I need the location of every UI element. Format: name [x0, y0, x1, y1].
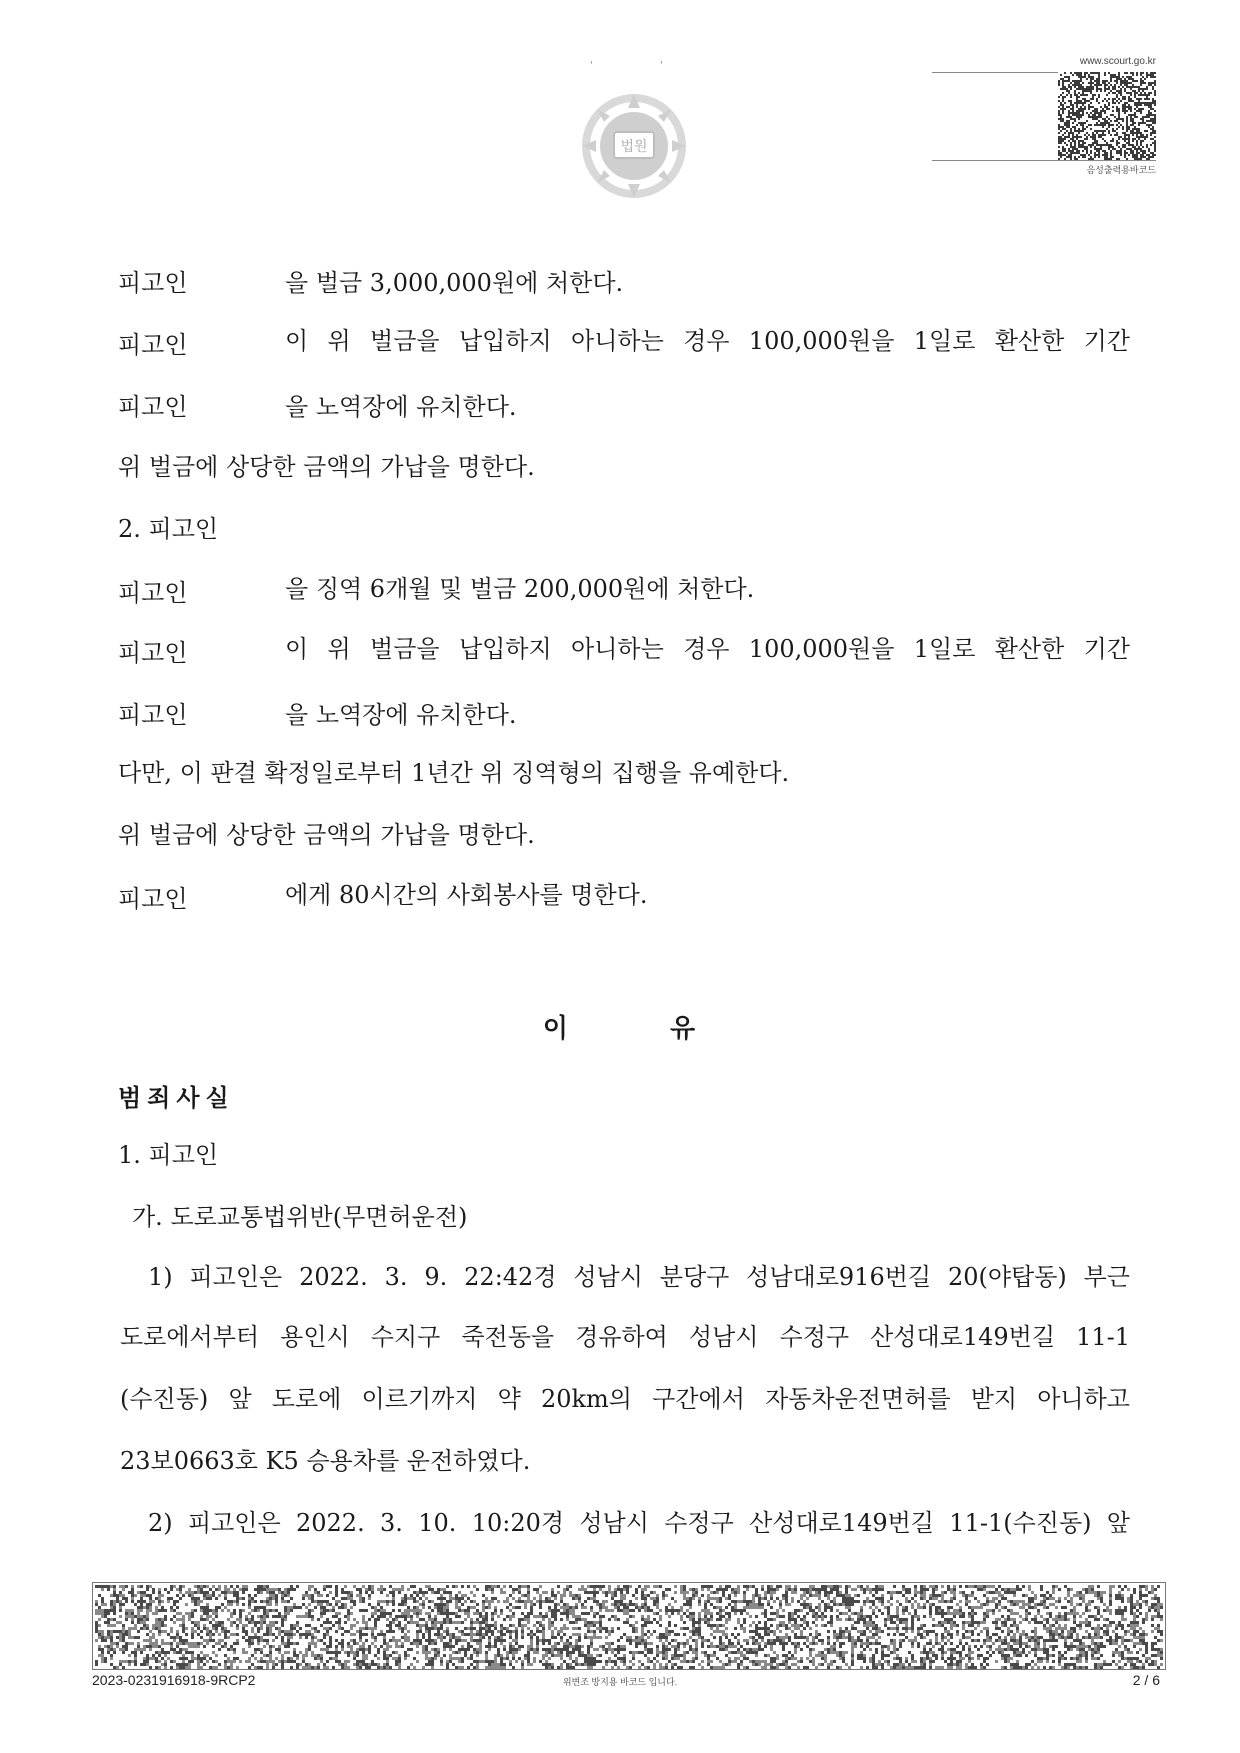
divider	[932, 160, 1156, 161]
reasons-title	[0, 1008, 1240, 1045]
provisional-payment: 위 벌금에 상당한 금액의 가납을 명한다.	[118, 453, 535, 481]
offense-heading: 가. 도로교통법위반(무면허운전)	[132, 1203, 468, 1231]
qr-code-icon	[1058, 72, 1156, 160]
barcode-notice: 위변조 방지용 바코드 입니다.	[562, 1677, 678, 1687]
barcode-caption: 음성출력용바코드	[1086, 165, 1156, 175]
defendant-one: 1. 피고인	[118, 1141, 219, 1169]
emblem-text: 법원	[620, 139, 648, 155]
defendant-label: 피고인	[118, 639, 188, 667]
facts-paragraph-line: 23보0663호 K5 승용차를 운전하였다.	[120, 1447, 531, 1475]
court-url: www.scourt.go.kr	[1079, 56, 1156, 67]
second-defendant: 2. 피고인	[118, 515, 219, 543]
defendant-label: 피고인	[118, 393, 188, 421]
sentence-line: 을 벌금 3,000,000원에 처한다.	[285, 269, 624, 297]
scan-mark: '	[590, 60, 593, 71]
page-number: 2 / 6	[1132, 1672, 1160, 1688]
facts-paragraph-line: 2) 피고인은 2022. 3. 10. 10:20경 성남시 수정구 산성대로149번길 11-1(수진동) 앞	[148, 1509, 1130, 1537]
document-id: 2023-0231916918-9RCP2	[92, 1672, 256, 1688]
sentence-line: 을 징역 6개월 및 벌금 200,000원에 처한다.	[285, 575, 755, 603]
voice-output-barcode	[932, 56, 1156, 176]
facts-paragraph-line: 도로에서부터 용인시 수지구 죽전동을 경유하여 성남시 수정구 산성대로149번길 11-1	[120, 1323, 1130, 1351]
court-emblem-icon	[574, 86, 694, 206]
sentence-line: 을 노역장에 유치한다.	[285, 701, 517, 729]
defendant-label: 피고인	[118, 579, 188, 607]
defendant-label: 피고인	[118, 269, 188, 297]
sentence-line: 을 노역장에 유치한다.	[285, 393, 517, 421]
suspension-line: 다만, 이 판결 확정일로부터 1년간 위 징역형의 집행을 유예한다.	[118, 759, 790, 787]
defendant-label: 피고인	[118, 885, 188, 913]
sentence-line: 이 위 벌금을 납입하지 아니하는 경우 100,000원을 1일로 환산한 기간	[285, 327, 1130, 355]
defendant-label: 피고인	[118, 331, 188, 359]
anti-forgery-barcode-icon	[92, 1582, 1166, 1670]
facts-paragraph-line: (수진동) 앞 도로에 이르기까지 약 20km의 구간에서 자동차운전면허를 받지 아니하고	[120, 1385, 1130, 1413]
divider	[932, 72, 1058, 73]
facts-paragraph-line: 1) 피고인은 2022. 3. 9. 22:42경 성남시 분당구 성남대로916번길 20(야탑동) 부근	[148, 1263, 1130, 1291]
scan-mark: '	[660, 60, 663, 71]
provisional-payment: 위 벌금에 상당한 금액의 가납을 명한다.	[118, 821, 535, 849]
sentence-line: 이 위 벌금을 납입하지 아니하는 경우 100,000원을 1일로 환산한 기간	[285, 635, 1130, 663]
facts-heading: 범죄사실	[118, 1084, 235, 1112]
reasons-title-b: 유	[670, 1014, 698, 1044]
reasons-title-a: 이	[542, 1014, 570, 1044]
community-service-line: 에게 80시간의 사회봉사를 명한다.	[285, 881, 648, 909]
defendant-label: 피고인	[118, 701, 188, 729]
